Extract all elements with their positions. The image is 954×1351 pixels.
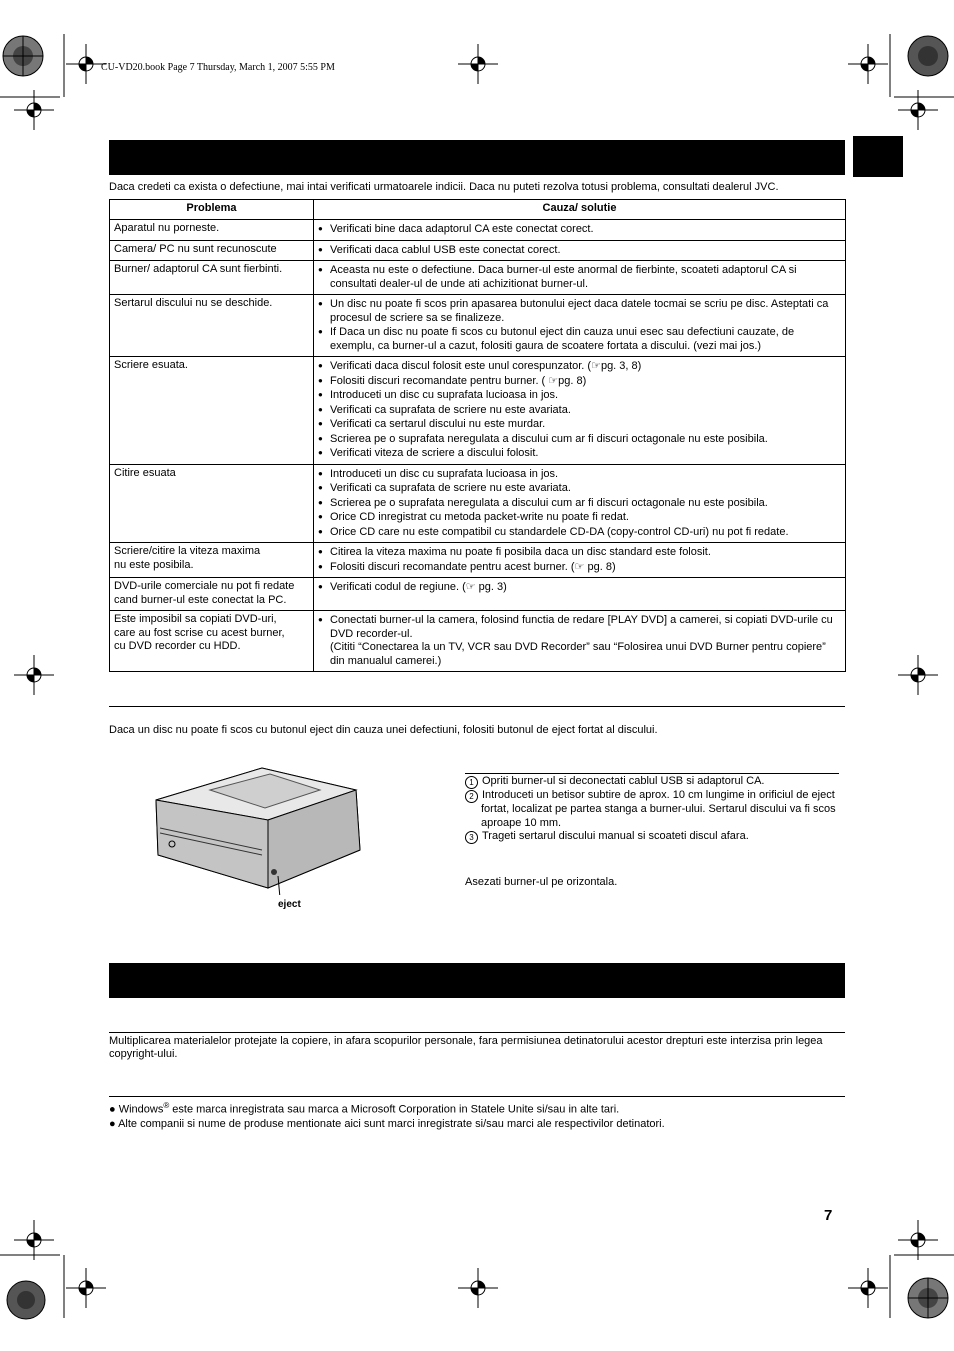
crosshair-mark: [14, 1220, 54, 1260]
color-wheel-bottom-right: [907, 1277, 949, 1319]
solution-item: ● Orice CD care nu este compatibil cu standardele CD-DA (copy-control CD-uri) nu pot fi redate.: [318, 525, 841, 540]
step-text: Introduceti un betisor subtire de aprox. 10 cm lungime in orificiul de eject fortat, localizat pe partea stanga a burner-ului. Sertarul discului va fi scos aproape 10 mm.: [481, 789, 836, 829]
troubleshooting-intro: Daca credeti ca exista o defectiune, mai intai verificati urmatoarele indicii. Daca nu puteti rezolva totusi problema, consultati dealerul JVC.: [109, 181, 779, 193]
crosshair-mark: [848, 44, 888, 84]
problem-text: DVD-urile comerciale nu pot fi redate: [114, 580, 295, 592]
problem-text: Scriere esuata.: [114, 359, 188, 371]
solution-item: ● Verificati ca suprafata de scriere nu este avariata.: [318, 481, 841, 496]
solution-item: ● Folositi discuri recomandate pentru acest burner. (☞ pg. 8): [318, 560, 841, 575]
problem-text: Citire esuata: [114, 466, 176, 479]
windows-trademark-text: este marca inregistrata sau marca a Microsoft Corporation in Statele Unite si/sau in alte tari.: [169, 1103, 620, 1116]
solution-item: ● Aceasta nu este o defectiune. Daca burner-ul este anormal de fierbinte, scoateti adaptorul CA si consultati dealer-ul de unde ati achizitionat burner-ul.: [318, 263, 841, 291]
problem-text: Este imposibil sa copiati DVD-uri,: [114, 613, 277, 625]
step-text: Opriti burner-ul si deconectati cablul USB si adaptorul CA.: [482, 775, 765, 787]
forced-eject-intro: Daca un disc nu poate fi scos cu butonul eject din cauza unei defectiuni, folositi butonul de eject fortat al discului.: [109, 724, 658, 736]
crosshair-mark: [898, 90, 938, 130]
trademark-notes: [109, 1099, 845, 1131]
solution-item: ● Introduceti un disc cu suprafata lucioasa in jos.: [318, 467, 841, 482]
forced-eject-note: Asezati burner-ul pe orizontala.: [465, 876, 618, 888]
crosshair-mark: [14, 90, 54, 130]
crosshair-mark: [898, 655, 938, 695]
step-number: 1: [465, 776, 478, 789]
solution-cell: [314, 543, 846, 578]
solution-cell: [314, 295, 846, 357]
table-row: [110, 464, 846, 543]
crosshair-mark: [66, 44, 106, 84]
book-info-line: CU-VD20.book Page 7 Thursday, March 1, 2007 5:55 PM: [101, 62, 335, 73]
solution-item: ● If Daca un disc nu poate fi scos cu butonul eject din cauza unui esec sau defectiuni cauzate, de exemplu, ca burner-ul a cazut, folositi gaura de scoatere fortata a discului. (vezi mai jos.): [318, 325, 841, 353]
burner-illustration: [150, 760, 370, 895]
step-text: Trageti sertarul discului manual si scoateti discul afara.: [482, 830, 749, 842]
steps-divider: [465, 773, 839, 774]
crosshair-mark: [458, 1268, 498, 1308]
problem-text: Scriere/citire la viteza maxima: [114, 545, 261, 557]
problem-cell: [110, 357, 314, 465]
problem-cell: [110, 220, 314, 241]
solution-item: ● Citirea la viteza maxima nu poate fi posibila daca un disc standard este folosit.: [318, 545, 841, 560]
color-wheel-top-right: [907, 35, 949, 77]
troubleshooting-table: [109, 199, 846, 672]
solution-item: ● Scrierea pe o suprafata neregulata a discului cum ar fi discuri octagonale nu este posibila.: [318, 432, 841, 447]
step-item: [465, 789, 865, 830]
solution-item: ● Folositi discuri recomandate pentru burner. ( ☞pg. 8): [318, 374, 841, 389]
crosshair-mark: [66, 1268, 106, 1308]
step-item: [465, 775, 865, 789]
solution-item: ● Orice CD inregistrat cu metoda packet-write nu poate fi redat.: [318, 510, 841, 525]
table-body: [110, 220, 846, 672]
page-number: 7: [824, 1207, 833, 1224]
problem-text: Burner/ adaptorul CA sunt fierbinti.: [114, 263, 283, 275]
table-row: [110, 240, 846, 261]
table-row: [110, 220, 846, 241]
registered-mark: ®: [163, 1101, 170, 1110]
solution-item: ● Introduceti un disc cu suprafata lucioasa in jos.: [318, 388, 841, 403]
column-header-cause: Cauza/ solutie: [314, 200, 846, 220]
solution-cell: [314, 220, 846, 241]
problem-text: Sertarul discului nu se deschide.: [114, 297, 273, 309]
trademark-other: ● Alte companii si nume de produse mentionate aici sunt marci inregistrate si/sau marci ale respectivilor detinatori.: [109, 1117, 665, 1130]
table-row: [110, 295, 846, 357]
step-number: 3: [465, 831, 478, 844]
table-row: [110, 611, 846, 672]
solution-cell: [314, 611, 846, 672]
eject-label: eject: [278, 899, 301, 910]
solution-item: ● Verificati viteza de scriere a discului folosit.: [318, 446, 841, 461]
solution-item: ● Verificati codul de regiune. (☞ pg. 3): [318, 580, 841, 595]
problem-cell: [110, 295, 314, 357]
solution-item: ● Verificati daca discul folosit este unul corespunzator. (☞pg. 3, 8): [318, 359, 841, 374]
problem-text: nu este posibila.: [114, 558, 194, 571]
column-header-problem: Problema: [110, 200, 314, 220]
solution-cell: [314, 357, 846, 465]
solution-item: ● Verificati bine daca adaptorul CA este conectat corect.: [318, 222, 841, 237]
section-header-bar: [109, 140, 845, 175]
problem-cell: [110, 578, 314, 611]
table-header-row: [110, 200, 846, 220]
step-item: [465, 830, 865, 844]
solution-cell: [314, 578, 846, 611]
problem-text: Camera/ PC nu sunt recunoscute: [114, 242, 277, 255]
problem-text: care au fost scrise cu acest burner,: [114, 626, 285, 639]
step-number: 2: [465, 790, 478, 803]
solution-item: ● Verificati daca cablul USB este conectat corect.: [318, 243, 841, 258]
table-row: [110, 357, 846, 465]
trademark-windows: ● Windows® este marca inregistrata sau marca a Microsoft Corporation in Statele Unite si/sau in alte tari.: [109, 1101, 620, 1116]
table-row: [110, 261, 846, 295]
solution-cell: [314, 261, 846, 295]
crosshair-mark: [898, 1220, 938, 1260]
problem-text: cand burner-ul este conectat la PC.: [114, 593, 287, 606]
section-divider: [109, 706, 845, 707]
solution-cell: [314, 464, 846, 543]
copyright-notice: Multiplicarea materialelor protejate la copiere, in afara scopurilor personale, fara permisiunea detinatorului acestor drepturi este interzisa prin legea copyright-ului.: [109, 1035, 823, 1060]
problem-text: Aparatul nu porneste.: [114, 222, 220, 234]
solution-item: ● Verificati ca suprafata de scriere nu este avariata.: [318, 403, 841, 418]
problem-cell: [110, 543, 314, 578]
solution-item: ● Verificati ca sertarul discului nu este murdar.: [318, 417, 841, 432]
table-row: [110, 578, 846, 611]
crosshair-mark: [848, 1268, 888, 1308]
solution-item: ● Conectati burner-ul la camera, folosind functia de redare [PLAY DVD] a camerei, si copiati DVD-urile cu DVD recorder-ul. (Cititi “Conectarea la un TV, VCR sau DVD Recorder” sau “Folosirea unui DVD Burner pentru copiere” din manualul camerei.): [318, 613, 841, 668]
section-header-bar-2: [109, 963, 845, 998]
crosshair-mark: [458, 44, 498, 84]
trademark-divider: [109, 1096, 845, 1097]
problem-cell: [110, 611, 314, 672]
table-row: [110, 543, 846, 578]
problem-text: cu DVD recorder cu HDD.: [114, 640, 241, 652]
copyright-divider: [109, 1032, 845, 1033]
windows-word: Windows: [118, 1103, 164, 1116]
color-wheel-bottom-left: [6, 1280, 46, 1320]
solution-cell: [314, 240, 846, 261]
problem-cell: [110, 261, 314, 295]
color-wheel-top-left: [2, 35, 44, 77]
crosshair-mark: [14, 655, 54, 695]
page-tab: [853, 136, 903, 177]
other-trademark-text: Alte companii si nume de produse mentionate aici sunt marci inregistrate si/sau marci ale respectivilor detinatori.: [118, 1117, 665, 1130]
solution-item: ● Un disc nu poate fi scos prin apasarea butonului eject daca datele tocmai se scriu pe disc. Asteptati ca procesul de scriere sa se finalizeze.: [318, 297, 841, 325]
forced-eject-steps: [465, 775, 865, 844]
problem-cell: [110, 464, 314, 543]
problem-cell: [110, 240, 314, 261]
solution-item: ● Scrierea pe o suprafata neregulata a discului cum ar fi discuri octagonale nu este posibila.: [318, 496, 841, 511]
